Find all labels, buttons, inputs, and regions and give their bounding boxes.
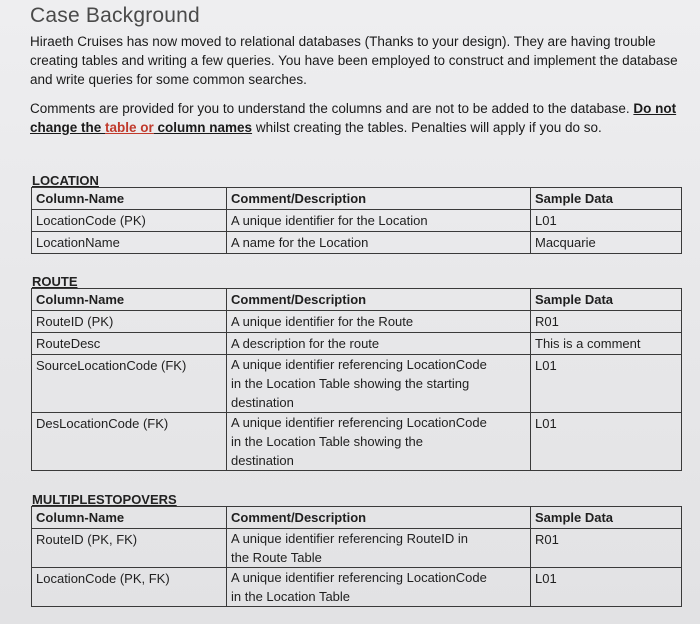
table-row bbox=[32, 232, 682, 254]
cell-sample: R01 bbox=[531, 311, 682, 333]
header-sample: Sample Data bbox=[531, 188, 682, 210]
cell-comment bbox=[227, 529, 531, 568]
cell-sample: L01 bbox=[531, 210, 682, 232]
cell-sample: L01 bbox=[531, 413, 682, 471]
cell-column-name: LocationName bbox=[32, 232, 227, 254]
cell-comment-line: A unique identifier referencing LocationCode bbox=[231, 570, 487, 585]
cell-comment-line: A unique identifier referencing LocationCode bbox=[231, 357, 487, 372]
header-column-name: Column-Name bbox=[32, 188, 227, 210]
cell-sample: R01 bbox=[531, 529, 682, 568]
cell-comment: A description for the route bbox=[227, 333, 531, 355]
table-header-row bbox=[32, 507, 682, 529]
multistopovers-table bbox=[31, 506, 682, 607]
cell-comment-line: destination bbox=[231, 395, 294, 410]
cell-sample: This is a comment bbox=[531, 333, 682, 355]
cell-column-name: RouteID (PK) bbox=[32, 311, 227, 333]
instructions-lead: Comments are provided for you to understand the columns and are not to be added to the database. bbox=[30, 101, 634, 116]
header-sample: Sample Data bbox=[531, 507, 682, 529]
table-row bbox=[32, 311, 682, 333]
multistopovers-table-title: MULTIPLESTOPOVERS bbox=[32, 492, 177, 507]
table-header-row bbox=[32, 289, 682, 311]
table-row bbox=[32, 210, 682, 232]
cell-column-name: LocationCode (PK) bbox=[32, 210, 227, 232]
location-table-title: LOCATION bbox=[32, 173, 99, 188]
table-row bbox=[32, 355, 682, 413]
cell-comment-line: in the Location Table bbox=[231, 589, 351, 604]
cell-comment bbox=[227, 413, 531, 471]
location-table bbox=[31, 187, 682, 254]
table-row bbox=[32, 413, 682, 471]
table-row bbox=[32, 529, 682, 568]
cell-comment-line: destination bbox=[231, 453, 294, 468]
cell-comment-line: A unique identifier referencing LocationCode bbox=[231, 415, 487, 430]
intro-paragraph: Hiraeth Cruises has now moved to relational databases (Thanks to your design). They are having trouble creating tables and writing a few queries. You have been employed to construct and implement the database and write queries for some common searches. bbox=[30, 34, 678, 87]
instructions-emphasis-1: Do not change the bbox=[30, 101, 677, 135]
page-title: Case Background bbox=[30, 4, 200, 27]
cell-sample: Macquarie bbox=[531, 232, 682, 254]
route-table bbox=[31, 288, 682, 471]
cell-comment-line: in the Location Table showing the starting bbox=[231, 376, 470, 391]
cell-sample: L01 bbox=[531, 355, 682, 413]
instructions-paragraph bbox=[30, 99, 680, 137]
table-header-row bbox=[32, 188, 682, 210]
cell-column-name: LocationCode (PK, FK) bbox=[32, 568, 227, 607]
header-column-name: Column-Name bbox=[32, 289, 227, 311]
cell-column-name: DesLocationCode (FK) bbox=[32, 413, 227, 471]
instructions-trail: whilst creating the tables. Penalties will apply if you do so. bbox=[252, 120, 602, 135]
header-column-name: Column-Name bbox=[32, 507, 227, 529]
cell-column-name: SourceLocationCode (FK) bbox=[32, 355, 227, 413]
cell-comment bbox=[227, 568, 531, 607]
cell-column-name: RouteDesc bbox=[32, 333, 227, 355]
cell-comment-line: the Route Table bbox=[231, 550, 322, 565]
table-row bbox=[32, 333, 682, 355]
cell-comment-line: in the Location Table showing the bbox=[231, 434, 424, 449]
route-table-title: ROUTE bbox=[32, 274, 78, 289]
cell-comment-line: A unique identifier referencing RouteID in bbox=[231, 531, 469, 546]
cell-comment: A name for the Location bbox=[227, 232, 531, 254]
cell-comment bbox=[227, 355, 531, 413]
cell-comment: A unique identifier for the Location bbox=[227, 210, 531, 232]
header-comment: Comment/Description bbox=[227, 507, 531, 529]
instructions-emphasis-table: table or bbox=[105, 120, 154, 135]
header-comment: Comment/Description bbox=[227, 289, 531, 311]
table-row bbox=[32, 568, 682, 607]
instructions-emphasis-2: column names bbox=[153, 120, 253, 135]
header-sample: Sample Data bbox=[531, 289, 682, 311]
cell-column-name: RouteID (PK, FK) bbox=[32, 529, 227, 568]
header-comment: Comment/Description bbox=[227, 188, 531, 210]
cell-sample: L01 bbox=[531, 568, 682, 607]
cell-comment: A unique identifier for the Route bbox=[227, 311, 531, 333]
